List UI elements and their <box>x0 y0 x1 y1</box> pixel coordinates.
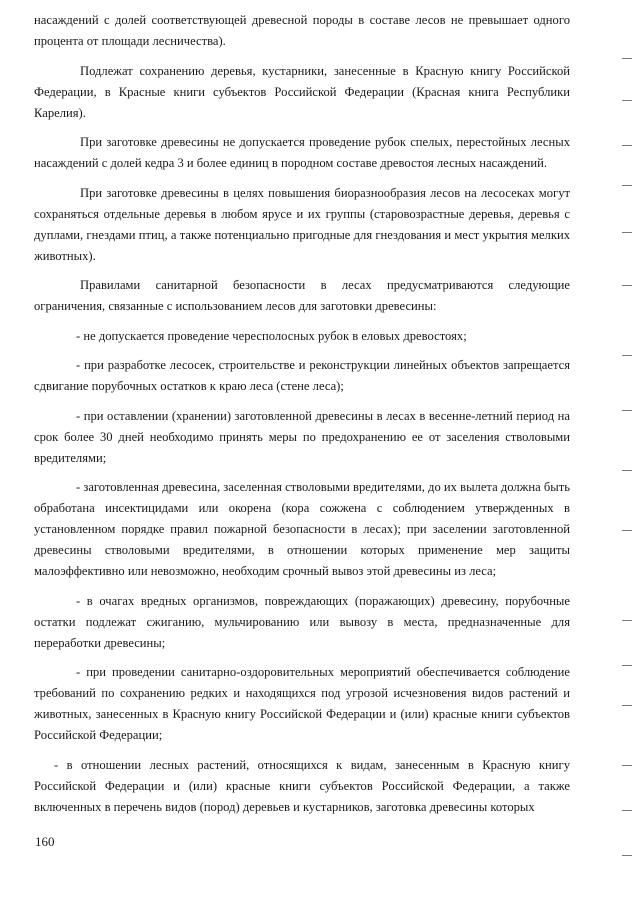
scan-mark <box>622 530 632 531</box>
scan-mark <box>622 620 632 621</box>
paragraph: Подлежат сохранению деревья, кустарники, занесенные в Красную книгу Российской Федерации, в Красные книги субъектов Российской Федерации (Красная книга Республики Карелия). <box>34 63 570 120</box>
list-item: - при проведении санитарно-оздоровительных мероприятий обеспечивается соблюдение требований по сохранению редких и находящихся под угрозой исчезновения видов растений и животных, занесенных в Красную книгу Российской Федерации и (или) красные книги субъектов Российской Федерации; <box>34 665 570 742</box>
scan-mark <box>622 705 632 706</box>
list-item: - заготовленная древесина, заселенная стволовыми вредителями, до их вылета должна быть обработана инсектицидами или окорена (кора сожжена с соблюдением утвержденных в установленном порядке правил пожарной безопасности в лесах); при заселении заготовленной древесины стволовыми вредителями, в отношении которых применение мер защиты малоэффективно или невозможно, необходим срочный вывоз этой древесины из леса; <box>34 480 570 578</box>
scan-mark <box>622 855 632 856</box>
scan-mark <box>622 100 632 101</box>
list-item: - не допускается проведение чересполосных рубок в еловых древостоях; <box>76 328 467 343</box>
body-text <box>34 10 570 826</box>
scan-mark <box>622 58 632 59</box>
scan-mark <box>622 185 632 186</box>
scan-mark <box>622 355 632 356</box>
paragraph: Правилами санитарной безопасности в лесах предусматриваются следующие ограничения, связанные с использованием лесов для заготовки древесины: <box>34 278 570 313</box>
scan-mark <box>622 810 632 811</box>
list-item: - при оставлении (хранении) заготовленной древесины в лесах в весенне-летний период на срок более 30 дней необходимо принять меры по предохранению ее от заселения стволовыми вредителями; <box>34 408 570 465</box>
page-number: 160 <box>35 834 55 849</box>
scan-mark <box>622 765 632 766</box>
paragraph: При заготовке древесины в целях повышения биоразнообразия лесов на лесосеках могут сохраняться отдельные деревья в любом ярусе и их группы (старовозрастные деревья, деревья с дуплами, гнездами птиц, а также потенциально пригодные для гнездования и мест укрытия мелких животных). <box>34 185 570 263</box>
scan-mark <box>622 665 632 666</box>
list-item: - в очагах вредных организмов, повреждающих (поражающих) древесину, порубочные остатки подлежат сжиганию, мульчированию или вывозу в места, предназначенные для переработки древесины; <box>34 593 570 650</box>
scan-mark <box>622 410 632 411</box>
scan-mark <box>622 470 632 471</box>
list-item: - в отношении лесных растений, относящихся к видам, занесенным в Красную книгу Российской Федерации и (или) красные книги субъектов Российской Федерации, а также включенных в перечень видов (пород) деревьев и кустарников, заготовка древесины которых <box>34 757 570 814</box>
scan-mark <box>622 145 632 146</box>
paragraph: При заготовке древесины не допускается проведение рубок спелых, перестойных лесных насаждений с долей кедра 3 и более единиц в породном составе древостоя лесных насаждений. <box>34 135 570 170</box>
scan-mark <box>622 232 632 233</box>
paragraph: насаждений с долей соответствующей древесной породы в составе лесов не превышает одного процента от площади лесничества). <box>34 13 570 48</box>
scan-mark <box>622 285 632 286</box>
list-item: - при разработке лесосек, строительстве и реконструкции линейных объектов запрещается сдвигание порубочных остатков к краю леса (стене леса); <box>34 358 570 393</box>
